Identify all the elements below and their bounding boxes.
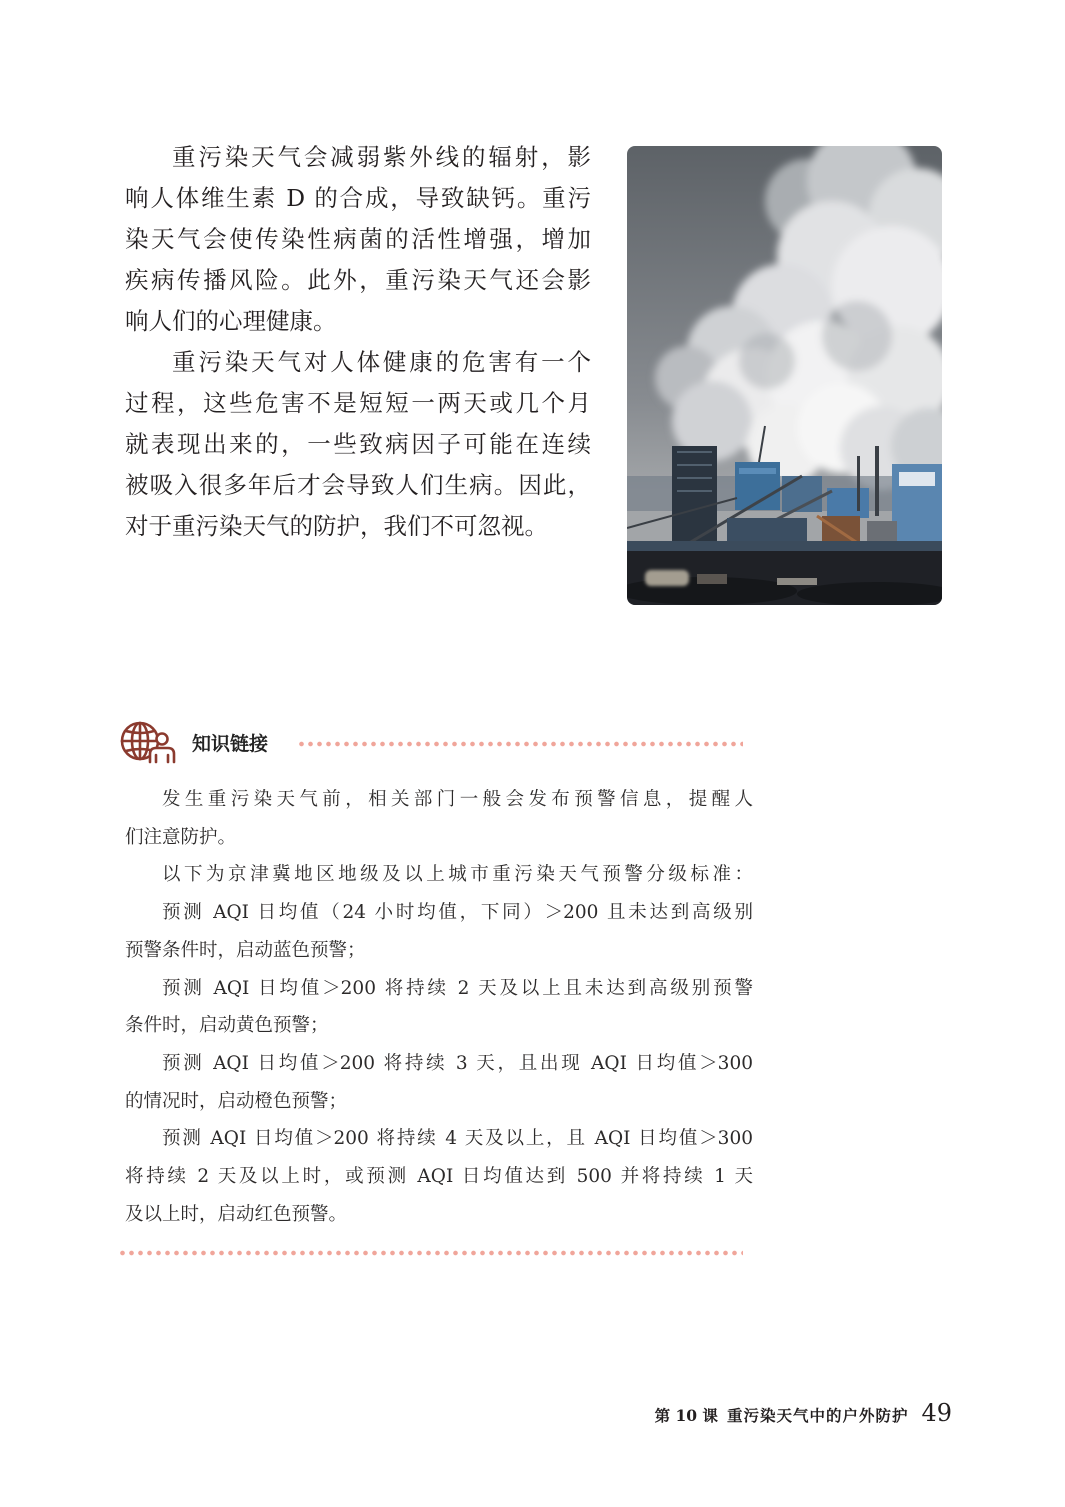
text-line: 对于重污染天气的防护，我们不可忽视。 <box>125 512 548 540</box>
text-line: 过程，这些危害不是短短一两天或几个月 <box>125 389 591 417</box>
text-line: 及以上时，启动红色预警。 <box>125 1203 348 1225</box>
text-line: 将持续 2 天及以上时，或预测 AQI 日均值达到 500 并将持续 1 天 <box>125 1166 753 1188</box>
paragraph <box>125 137 591 342</box>
page-footer <box>655 1399 952 1433</box>
dotted-divider-top <box>297 741 743 747</box>
text-line: 响人体维生素 D 的合成，导致缺钙。重污 <box>125 184 591 212</box>
text-line: 染天气会使传染性病菌的活性增强，增加 <box>125 225 591 253</box>
text-line: 被吸入很多年后才会导致人们生病。因此， <box>125 471 591 499</box>
text-line: 预警条件时，启动蓝色预警； <box>125 939 366 961</box>
knowledge-link-title: 知识链接 <box>192 733 269 755</box>
warning-orange-paragraph <box>125 1045 753 1120</box>
text-line: 预测 AQI 日均值（24 小时均值，下同）＞200 且未达到高级别 <box>162 902 753 924</box>
text-line: 发生重污染天气前，相关部门一般会发布预警信息，提醒人 <box>162 789 753 810</box>
page-number: 49 <box>921 1399 952 1427</box>
text-line: 重污染天气会减弱紫外线的辐射，影 <box>172 143 591 171</box>
text-line: 预测 AQI 日均值＞200 将持续 4 天及以上，且 AQI 日均值＞300 <box>162 1128 753 1150</box>
warning-red-paragraph <box>125 1120 753 1233</box>
lesson-number: 第 10 课 <box>654 1406 718 1425</box>
knowledge-link-body <box>125 781 753 1233</box>
text-line: 重污染天气对人体健康的危害有一个 <box>172 348 591 376</box>
text-line: 就表现出来的，一些致病因子可能在连续 <box>125 430 591 458</box>
paragraph <box>125 856 753 894</box>
text-line: 预测 AQI 日均值＞200 将持续 2 天及以上且未达到高级别预警 <box>162 977 753 999</box>
lesson-title: 重污染天气中的户外防护 <box>726 1406 909 1425</box>
text-line: 的情况时，启动橙色预警； <box>125 1090 348 1112</box>
industrial-smoke-photo <box>627 146 942 605</box>
paragraph <box>125 342 591 547</box>
warning-yellow-paragraph <box>125 970 753 1045</box>
text-line: 们注意防护。 <box>125 826 237 848</box>
text-line: 以下为京津冀地区地级及以上城市重污染天气预警分级标准： <box>162 864 753 886</box>
text-line: 条件时，启动黄色预警； <box>125 1015 329 1037</box>
paragraph <box>125 781 753 856</box>
globe-person-icon <box>118 718 178 764</box>
text-line: 疾病传播风险。此外，重污染天气还会影 <box>125 266 591 294</box>
text-line: 预测 AQI 日均值＞200 将持续 3 天，且出现 AQI 日均值＞300 <box>162 1052 753 1074</box>
main-text <box>125 137 591 547</box>
warning-blue-paragraph <box>125 894 753 969</box>
text-line: 响人们的心理健康。 <box>125 307 337 335</box>
dotted-divider-bottom <box>118 1250 743 1256</box>
ground <box>627 551 942 605</box>
